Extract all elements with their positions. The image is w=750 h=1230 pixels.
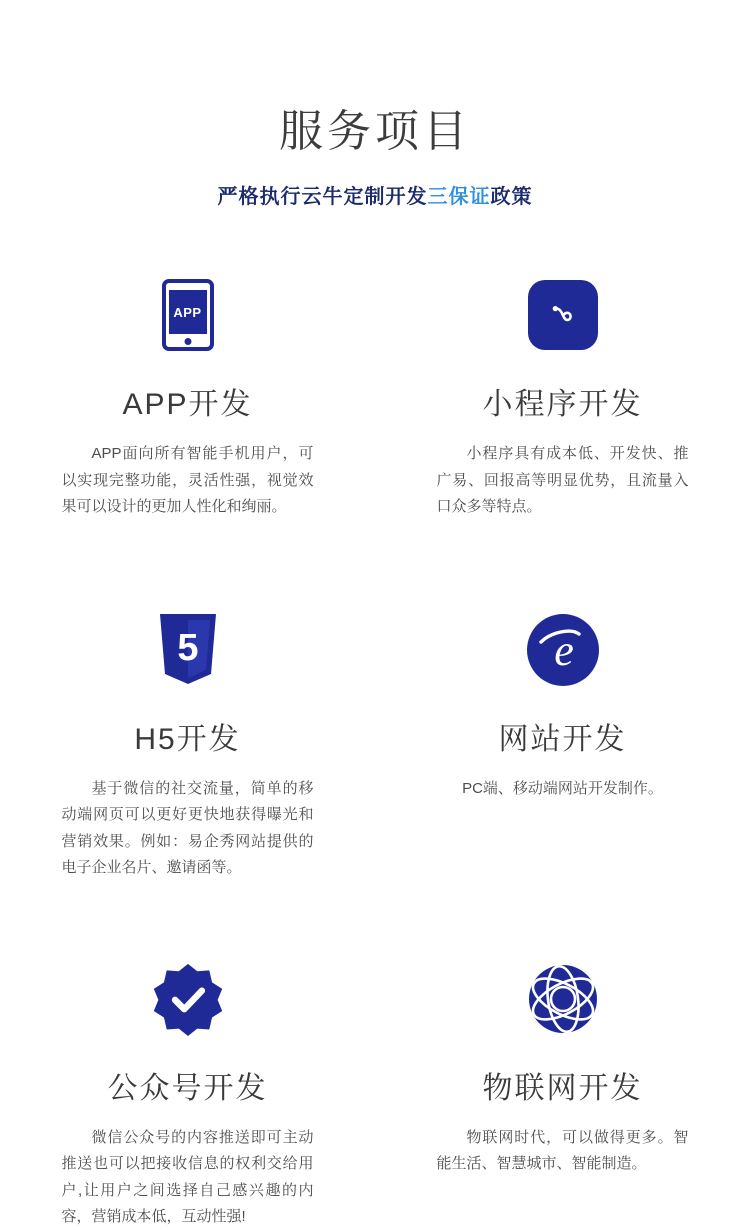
verified-badge-icon [40, 951, 335, 1047]
page-subtitle [0, 180, 750, 209]
page-header [0, 0, 750, 209]
service-desc-website: PC端、移动端网站开发制作。 [462, 780, 663, 798]
svg-text:e: e [553, 626, 574, 676]
service-card-miniprogram [375, 267, 750, 520]
page-title: 服务项目 [279, 107, 471, 156]
service-desc-app: APP面向所有智能手机用户，可以实现完整功能，灵活性强，视觉效果可以设计的更加人性化和绚丽。 [61, 445, 314, 515]
service-title-miniprogram: 小程序开发 [482, 388, 643, 422]
service-desc-miniprogram: 小程序具有成本低、开发快、推广易、回报高等明显优势，且流量入口众多等特点。 [436, 445, 689, 515]
service-title-app: APP开发 [122, 388, 253, 422]
service-title-website: 网站开发 [498, 723, 627, 757]
service-card-website [375, 602, 750, 881]
ie-browser-icon [415, 602, 710, 698]
service-title-iot: 物联网开发 [482, 1072, 643, 1106]
svg-text:5: 5 [176, 627, 199, 670]
service-desc-h5: 基于微信的社交流量，简单的移动端网页可以更好更快地获得曝光和营销效果。例如：易企秀网站提供的电子企业名片、邀请函等。 [61, 780, 314, 876]
service-title-official-account: 公众号开发 [107, 1072, 268, 1106]
subtitle-highlight: 三保证 [427, 186, 491, 209]
service-card-h5 [0, 602, 375, 881]
miniprogram-icon [415, 267, 710, 363]
service-card-iot [375, 951, 750, 1230]
service-desc-official-account: 微信公众号的内容推送即可主动推送也可以把接收信息的权利交给用户,让用户之间选择自己感兴趣的内容，营销成本低，互动性强! [61, 1129, 314, 1225]
service-desc-iot: 物联网时代，可以做得更多。智能生活、智慧城市、智能制造。 [436, 1129, 689, 1173]
service-card-app [0, 267, 375, 520]
subtitle-part-1: 严格执行云牛定制开发 [217, 186, 428, 209]
app-tablet-icon [40, 267, 335, 363]
html5-icon [40, 602, 335, 698]
service-title-h5: H5开发 [134, 723, 241, 757]
services-grid [0, 267, 750, 1230]
app-icon-label: APP [173, 304, 202, 320]
subtitle-part-2: 政策 [490, 186, 533, 209]
globe-network-icon [415, 951, 710, 1047]
service-card-official-account [0, 951, 375, 1230]
